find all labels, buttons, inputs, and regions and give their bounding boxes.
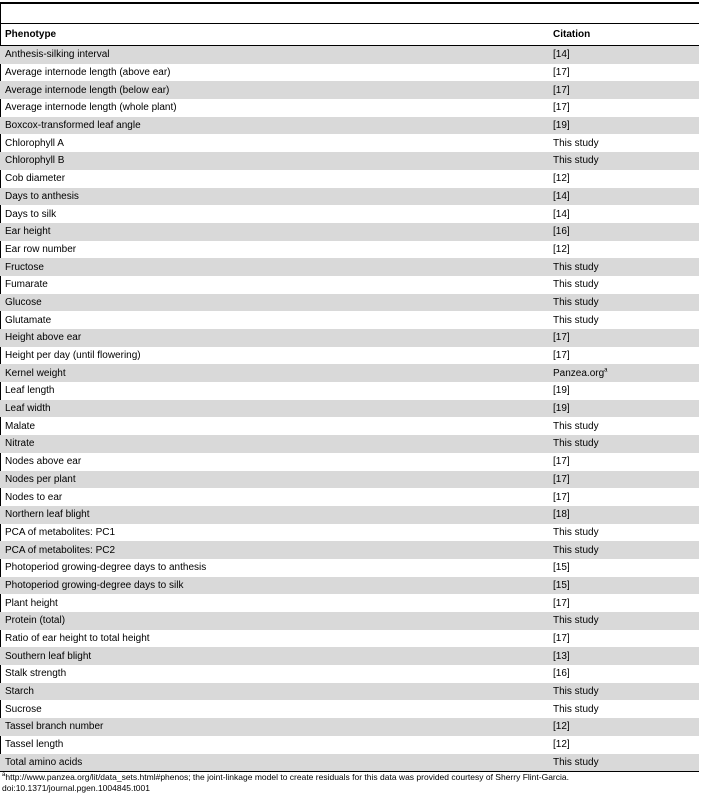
phenotype-cell: Plant height <box>5 597 58 609</box>
table-row <box>0 134 699 152</box>
citation-cell <box>548 64 699 82</box>
citation-cell <box>548 647 699 665</box>
citation-cell <box>548 754 699 772</box>
citation-text: This study <box>553 420 599 432</box>
header-citation: Citation <box>548 24 699 46</box>
citation-cell <box>548 453 699 471</box>
phenotype-cell: Ratio of ear height to total height <box>5 633 150 645</box>
citation-cell <box>548 99 699 117</box>
citation-text: [18] <box>553 509 570 521</box>
citation-text: This study <box>553 137 599 149</box>
citation-text: [17] <box>553 332 570 344</box>
citation-text: [16] <box>553 668 570 680</box>
table-row <box>0 488 699 506</box>
citation-text: [12] <box>553 173 570 185</box>
citation-cell <box>548 612 699 630</box>
phenotype-cell: Glutamate <box>5 314 52 326</box>
phenotype-table <box>0 24 699 772</box>
table-row <box>0 754 699 772</box>
table-header-row <box>0 24 699 46</box>
citation-text: [17] <box>553 597 570 609</box>
citation-text: This study <box>553 686 599 698</box>
citation-cell <box>548 364 699 382</box>
phenotype-cell: Days to anthesis <box>0 188 548 206</box>
citation-cell <box>548 117 699 135</box>
citation-text: [17] <box>553 456 570 468</box>
citation-cell <box>548 594 699 612</box>
phenotype-cell: Protein (total) <box>0 612 548 630</box>
citation-cell <box>548 718 699 736</box>
phenotype-cell: Tassel branch number <box>0 718 548 736</box>
citation-text: This study <box>553 756 599 768</box>
table-row <box>0 400 699 418</box>
table-row <box>0 594 699 612</box>
citation-text: This study <box>553 703 599 715</box>
table-row <box>0 577 699 595</box>
citation-text: [14] <box>553 49 570 61</box>
phenotype-cell: Stalk strength <box>5 668 67 680</box>
table-row <box>0 435 699 453</box>
citation-text: [19] <box>553 385 570 397</box>
phenotype-cell: Fumarate <box>5 279 48 291</box>
table-footnote <box>2 772 569 794</box>
phenotype-cell: Southern leaf blight <box>0 647 548 665</box>
footnote-line <box>2 772 569 783</box>
table-row <box>0 630 699 648</box>
table-row <box>0 382 699 400</box>
header-phenotype: Phenotype <box>0 24 548 46</box>
table-row <box>0 329 699 347</box>
table-row <box>0 276 699 294</box>
phenotype-cell: Average internode length (below ear) <box>0 81 548 99</box>
table-row <box>0 223 699 241</box>
citation-text: This study <box>553 526 599 538</box>
table-row <box>0 258 699 276</box>
phenotype-cell: Fructose <box>0 258 548 276</box>
citation-text: [14] <box>553 208 570 220</box>
table-body <box>0 46 699 772</box>
citation-text: [12] <box>553 739 570 751</box>
citation-cell <box>548 435 699 453</box>
citation-cell <box>548 559 699 577</box>
citation-cell <box>548 471 699 489</box>
table-row <box>0 471 699 489</box>
phenotype-cell: Glucose <box>0 294 548 312</box>
phenotype-cell: Chlorophyll B <box>0 152 548 170</box>
citation-text: [15] <box>553 562 570 574</box>
citation-cell <box>548 630 699 648</box>
table-row <box>0 665 699 683</box>
citation-text: Panzea.org <box>553 367 605 379</box>
phenotype-cell: Nodes per plant <box>0 471 548 489</box>
phenotype-table-container <box>0 2 699 772</box>
citation-text: [17] <box>553 633 570 645</box>
table-row <box>0 559 699 577</box>
table-row <box>0 81 699 99</box>
table-row <box>0 347 699 365</box>
citation-text: [17] <box>553 67 570 79</box>
phenotype-cell: Kernel weight <box>0 364 548 382</box>
citation-text: This study <box>553 261 599 273</box>
citation-cell <box>548 81 699 99</box>
citation-cell <box>548 506 699 524</box>
citation-cell <box>548 294 699 312</box>
phenotype-cell: PCA of metabolites: PC2 <box>0 541 548 559</box>
table-row <box>0 700 699 718</box>
table-row <box>0 524 699 542</box>
phenotype-cell: Malate <box>5 420 36 432</box>
citation-cell <box>548 700 699 718</box>
footnote-marker: a <box>2 772 6 779</box>
phenotype-cell: Average internode length (whole plant) <box>5 102 177 114</box>
citation-footnote-marker: a <box>604 367 608 374</box>
phenotype-cell: Nitrate <box>0 435 548 453</box>
table-row <box>0 736 699 754</box>
citation-cell <box>548 736 699 754</box>
citation-text: This study <box>553 615 599 627</box>
citation-text: [17] <box>553 84 570 96</box>
phenotype-cell: Days to silk <box>5 208 57 220</box>
citation-text: [15] <box>553 579 570 591</box>
phenotype-cell: Height above ear <box>0 329 548 347</box>
phenotype-cell: Boxcox-transformed leaf angle <box>0 117 548 135</box>
phenotype-cell: Nodes above ear <box>5 456 82 468</box>
table-row <box>0 170 699 188</box>
citation-text: This study <box>553 296 599 308</box>
table-row <box>0 647 699 665</box>
table-row <box>0 294 699 312</box>
citation-cell <box>548 524 699 542</box>
citation-cell <box>548 170 699 188</box>
citation-text: [19] <box>553 120 570 132</box>
citation-text: This study <box>553 155 599 167</box>
table-row <box>0 241 699 259</box>
table-row <box>0 612 699 630</box>
phenotype-cell: Height per day (until flowering) <box>5 350 141 362</box>
citation-cell <box>548 223 699 241</box>
table-row <box>0 541 699 559</box>
table-row <box>0 683 699 701</box>
table-row <box>0 205 699 223</box>
citation-text: [13] <box>553 650 570 662</box>
citation-text: [19] <box>553 403 570 415</box>
phenotype-cell: Leaf length <box>5 385 55 397</box>
phenotype-cell: PCA of metabolites: PC1 <box>5 526 116 538</box>
citation-cell <box>548 400 699 418</box>
citation-text: [17] <box>553 350 570 362</box>
table-top-rule <box>0 2 699 24</box>
citation-text: This study <box>553 438 599 450</box>
phenotype-cell: Northern leaf blight <box>0 506 548 524</box>
citation-cell <box>548 577 699 595</box>
table-row <box>0 364 699 382</box>
citation-cell <box>548 329 699 347</box>
phenotype-cell: Photoperiod growing-degree days to silk <box>0 577 548 595</box>
citation-text: [16] <box>553 226 570 238</box>
phenotype-cell: Photoperiod growing-degree days to anthesis <box>5 562 207 574</box>
citation-cell <box>548 417 699 435</box>
phenotype-cell: Cob diameter <box>5 173 66 185</box>
phenotype-cell: Sucrose <box>5 703 42 715</box>
citation-cell <box>548 541 699 559</box>
citation-cell <box>548 276 699 294</box>
table-row <box>0 417 699 435</box>
phenotype-cell: Ear row number <box>5 243 77 255</box>
citation-cell <box>548 205 699 223</box>
table-row <box>0 506 699 524</box>
citation-cell <box>548 46 699 64</box>
citation-text: [12] <box>553 243 570 255</box>
citation-text: This study <box>553 279 599 291</box>
citation-cell <box>548 241 699 259</box>
table-row <box>0 311 699 329</box>
citation-cell <box>548 665 699 683</box>
table-row <box>0 152 699 170</box>
phenotype-cell: Average internode length (above ear) <box>5 67 171 79</box>
table-row <box>0 99 699 117</box>
citation-text: This study <box>553 544 599 556</box>
citation-cell <box>548 488 699 506</box>
citation-cell <box>548 683 699 701</box>
phenotype-cell: Nodes to ear <box>5 491 63 503</box>
table-row <box>0 117 699 135</box>
citation-cell <box>548 188 699 206</box>
phenotype-cell: Anthesis-silking interval <box>0 46 548 64</box>
citation-cell <box>548 258 699 276</box>
citation-cell <box>548 382 699 400</box>
table-row <box>0 64 699 82</box>
citation-text: [17] <box>553 102 570 114</box>
table-row <box>0 188 699 206</box>
citation-text: This study <box>553 314 599 326</box>
footnote-doi: doi:10.1371/journal.pgen.1004845.t001 <box>2 783 150 793</box>
phenotype-cell: Leaf width <box>0 400 548 418</box>
citation-text: [17] <box>553 473 570 485</box>
phenotype-cell: Chlorophyll A <box>5 137 64 149</box>
citation-cell <box>548 134 699 152</box>
citation-text: [12] <box>553 721 570 733</box>
table-row <box>0 718 699 736</box>
citation-cell <box>548 347 699 365</box>
table-row <box>0 46 699 64</box>
footnote-text: http://www.panzea.org/lit/data_sets.html#phenos; the joint-linkage model to create residuals for this data was provided courtesy of Sherry Flint-Garcia. <box>5 772 569 782</box>
table-row <box>0 453 699 471</box>
citation-cell <box>548 152 699 170</box>
citation-cell <box>548 311 699 329</box>
citation-text: [14] <box>553 190 570 202</box>
phenotype-cell: Total amino acids <box>0 754 548 772</box>
phenotype-cell: Ear height <box>0 223 548 241</box>
phenotype-cell: Tassel length <box>5 739 64 751</box>
phenotype-cell: Starch <box>0 683 548 701</box>
citation-text: [17] <box>553 491 570 503</box>
